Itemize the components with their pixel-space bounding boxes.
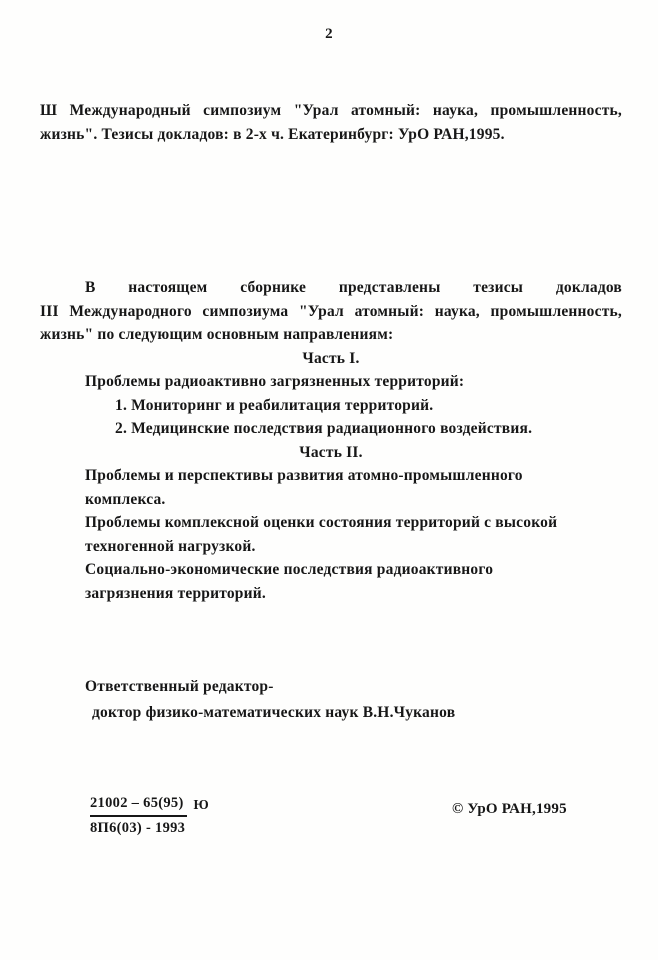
classification-numerator: 21002 – 65(95) — [90, 795, 187, 817]
intro-line: III Международного симпозиума "Урал атомный: наука, промышленность, — [40, 302, 622, 320]
classification-suffix: Ю — [193, 797, 210, 812]
citation-line: Ш Международный симпозиум "Урал атомный: наука, промышленность, — [40, 102, 622, 119]
part1-heading: Часть I. — [302, 349, 360, 367]
editor-note-line2: доктор физико-математических наук В.Н.Чуканов — [92, 704, 456, 721]
part2-line: комплекса. — [85, 490, 166, 508]
part2-line: техногенной нагрузкой. — [85, 537, 256, 555]
editor-note — [85, 674, 455, 726]
classification-fraction — [90, 795, 187, 837]
classification-index — [90, 795, 209, 837]
copyright-notice: © УрО РАН,1995 — [452, 801, 567, 817]
part2-heading: Часть II. — [299, 443, 363, 461]
part2-line: Проблемы и перспективы развития атомно-промышленного — [85, 467, 523, 484]
citation-line: жизнь". Тезисы докладов: в 2-х ч. Екатеринбург: УрО РАН,1995. — [40, 126, 505, 143]
main-text-block — [40, 276, 622, 605]
part2-line: загрязнения территорий. — [85, 584, 266, 602]
editor-note-line1: Ответственный редактор- — [85, 678, 274, 695]
intro-line: В настоящем сборнике представлены тезисы докладов — [85, 279, 622, 296]
classification-denominator: 8П6(03) - 1993 — [90, 820, 186, 836]
part1-lead: Проблемы радиоактивно загрязненных территорий: — [85, 373, 465, 390]
part1-item: 1. Мониторинг и реабилитация территорий. — [115, 396, 434, 414]
bibliographic-citation — [40, 99, 622, 147]
page-number: 2 — [325, 26, 333, 42]
part2-line: Социально-экономические последствия радиоактивного — [85, 561, 494, 578]
intro-line: жизнь" по следующим основным направлениям: — [40, 326, 394, 343]
part1-item: 2. Медицинские последствия радиационного воздействия. — [115, 420, 533, 437]
part2-line: Проблемы комплексной оценки состояния территорий с высокой — [85, 514, 558, 531]
